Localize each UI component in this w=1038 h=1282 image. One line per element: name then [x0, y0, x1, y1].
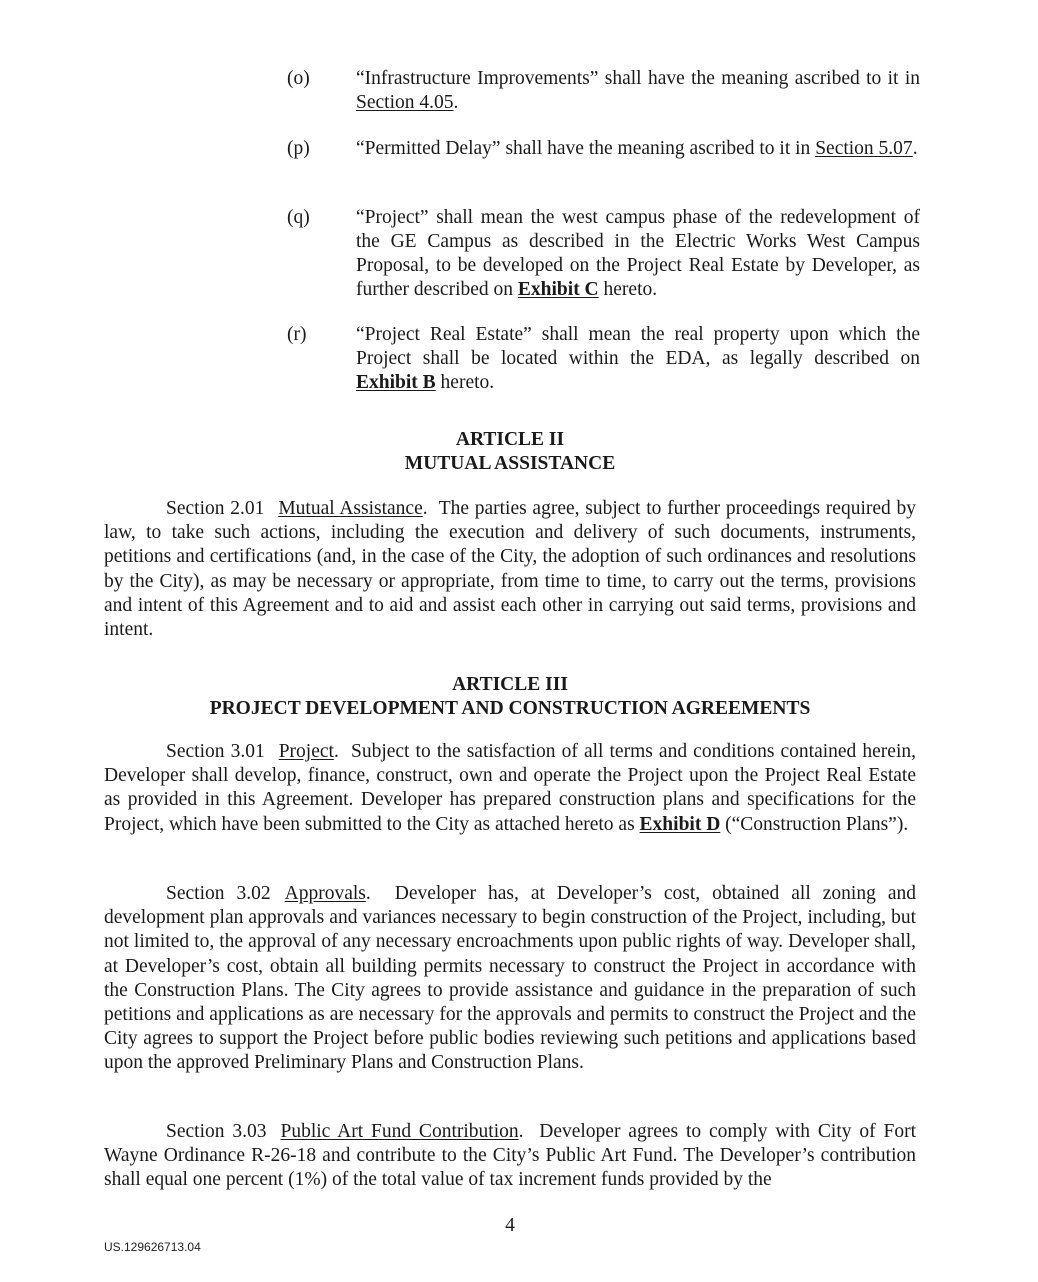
definition-text: [356, 206, 920, 302]
heading-period: .: [333, 741, 351, 762]
definition-label: (p): [287, 138, 310, 159]
exhibit-reference: Exhibit B: [356, 372, 436, 393]
section-paragraph: [104, 882, 916, 1076]
definition-label: (q): [287, 207, 310, 228]
definition-body: “Project” shall mean the west campus phase of the redevelopment of the GE Campus as described in the Electric Works West Campus Proposal, to be developed on the Project Real Estate by Developer, as further described on: [356, 207, 920, 300]
definition-suffix: .: [453, 92, 459, 113]
section-body: Developer agrees to comply with City of Fort Wayne Ordinance R-26-18 and contribute to the City’s Public Art Fund. The Developer’s contribution shall equal one percent (1%) of the total value of tax increment funds provided by the: [104, 1121, 916, 1191]
section-body: Subject to the satisfaction of all terms and conditions contained herein, Developer shall develop, finance, construct, own and operate the Project upon the Project Real Estate as provided in this Agreement. Developer has prepared construction plans and specifications for the Project, which have been submitted to the City as attached hereto as: [104, 741, 916, 835]
section-suffix: (“Construction Plans”).: [720, 813, 909, 835]
definition-label: (r): [287, 324, 307, 345]
definition-suffix: hereto.: [435, 372, 495, 393]
article-heading: [100, 673, 920, 721]
section-body: The parties agree, subject to further proceedings required by law, to take such actions, including the execution and delivery of such documents, instruments, petitions and certifications (and, in the case of the City, the adoption of such ordinances and resolutions by the City), as may be necessary or appropriate, from time to time, to carry out the terms, provisions and intent of this Agreement and to aid and assist each other in carrying out said terms, provisions and intent.: [104, 498, 916, 641]
section-number: Section 3.02: [166, 883, 271, 904]
page-number: 4: [505, 1215, 515, 1236]
definition-text: [356, 323, 920, 395]
definition-q: [287, 206, 920, 302]
definition-body: “Infrastructure Improvements” shall have the meaning ascribed to it in: [356, 68, 920, 89]
exhibit-reference: Exhibit D: [639, 813, 721, 835]
definition-p: [287, 137, 920, 161]
definition-text: [356, 137, 920, 161]
section-reference-link: Section 4.05: [356, 92, 454, 113]
heading-period: .: [518, 1121, 540, 1142]
article-number: ARTICLE II: [455, 429, 565, 450]
section-reference-link: Section 5.07: [815, 138, 913, 159]
definition-body: “Permitted Delay” shall have the meaning ascribed to it in: [356, 138, 816, 159]
definition-label: (o): [287, 68, 310, 89]
section-paragraph: [104, 497, 916, 642]
heading-period: .: [365, 883, 395, 904]
article-heading: [100, 428, 920, 476]
heading-period: .: [422, 498, 439, 519]
article-title: MUTUAL ASSISTANCE: [404, 453, 616, 474]
section-heading: Project: [278, 741, 334, 762]
section-number: Section 2.01: [166, 498, 265, 519]
definition-suffix: hereto.: [598, 279, 658, 300]
definition-o: [287, 67, 920, 115]
section-paragraph: [104, 1120, 916, 1193]
section-heading: Mutual Assistance: [278, 498, 423, 519]
exhibit-reference: Exhibit C: [517, 279, 599, 300]
document-id: US.129626713.04: [104, 1240, 201, 1254]
section-body: Developer has, at Developer’s cost, obtained all zoning and development plan approvals and variances necessary to begin construction of the Project, including, but not limited to, the approval of any necessary encroachments upon public rights of way. Developer shall, at Developer’s cost, obtain all building permits necessary to construct the Project in accordance with the Construction Plans. The City agrees to provide assistance and guidance in the preparation of such petitions and applications as are necessary for the approvals and permits to construct the Project and the City agrees to support the Project before public bodies reviewing such petitions and applications based upon the approved Preliminary Plans and Construction Plans.: [104, 883, 916, 1074]
section-heading: Public Art Fund Contribution: [280, 1121, 519, 1142]
section-number: Section 3.01: [166, 741, 265, 762]
definition-text: [356, 67, 920, 115]
section-number: Section 3.03: [166, 1121, 267, 1142]
section-heading: Approvals: [284, 883, 366, 904]
definition-r: [287, 323, 920, 395]
article-number: ARTICLE III: [452, 674, 568, 695]
definition-body: “Project Real Estate” shall mean the real property upon which the Project shall be located within the EDA, as legally described on: [356, 324, 920, 369]
article-title: PROJECT DEVELOPMENT AND CONSTRUCTION AGREEMENTS: [209, 698, 811, 719]
definition-suffix: .: [912, 138, 918, 159]
section-paragraph: [104, 740, 916, 837]
